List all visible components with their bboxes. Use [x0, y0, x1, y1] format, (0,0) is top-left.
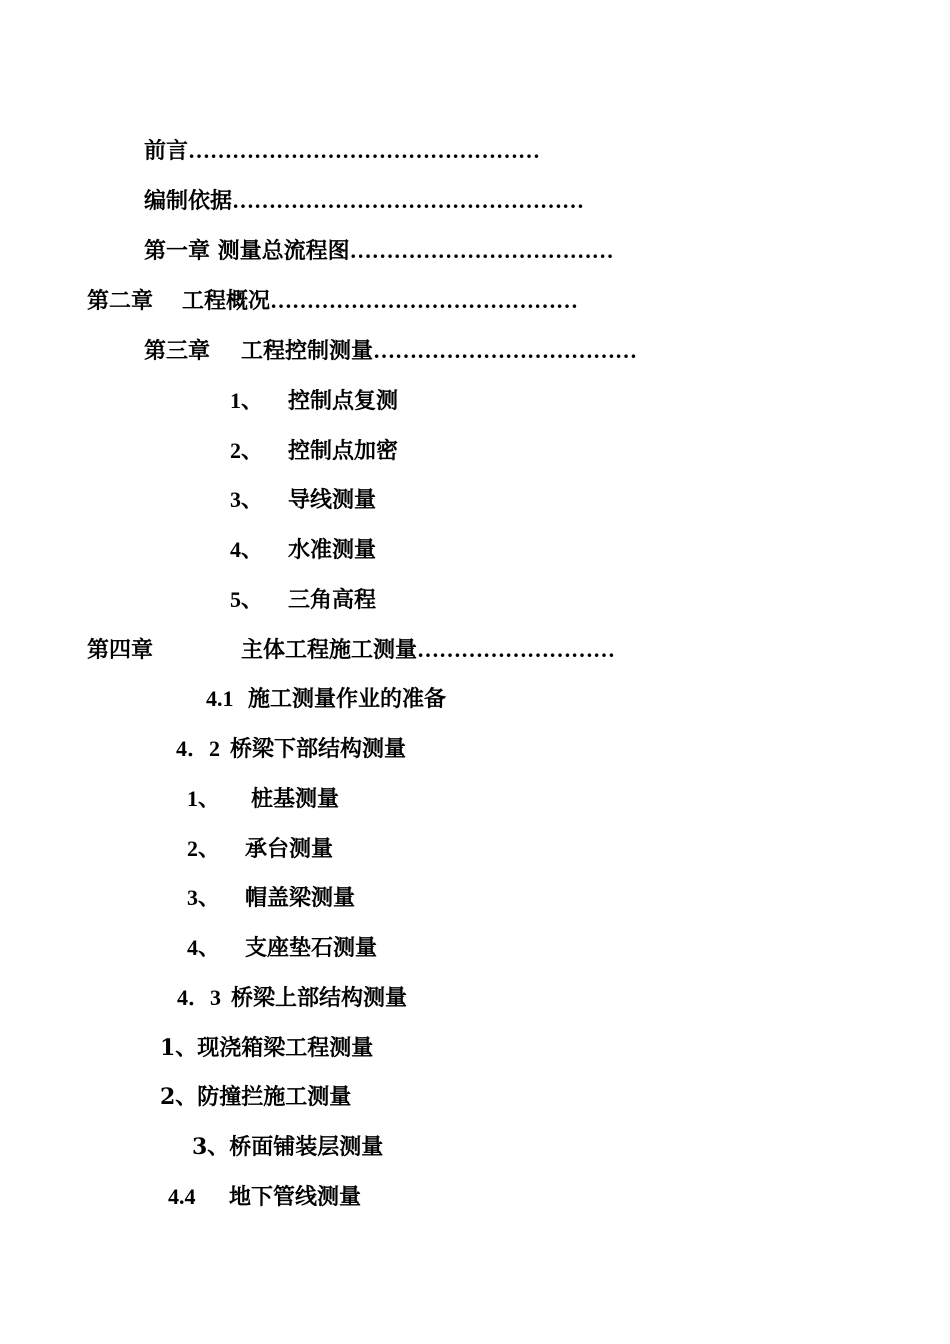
toc-item-text: 1、现浇箱梁工程测量: [160, 1035, 374, 1061]
toc-item-label: 导线测量: [288, 487, 377, 513]
toc-item-number: 4、: [230, 537, 264, 562]
toc-title: 工程控制测量: [241, 338, 374, 364]
toc-leader-dots: ………………………: [417, 637, 616, 662]
toc-section-label: 地下管线测量: [229, 1184, 362, 1210]
toc-entry-ch3[interactable]: [144, 338, 637, 364]
toc-section-label: 桥梁下部结构测量: [230, 736, 407, 762]
toc-subitem[interactable]: [160, 1084, 351, 1110]
toc-item-number: 1、: [187, 786, 221, 811]
toc-subitem[interactable]: [230, 388, 398, 414]
toc-chapter: 第四章: [87, 637, 154, 663]
toc-section-label: 施工测量作业的准备: [248, 686, 447, 712]
toc-item-text: 2、防撞拦施工测量: [160, 1084, 352, 1110]
toc-item-number: 5、: [230, 587, 264, 612]
toc-subitem[interactable]: [230, 587, 376, 613]
toc-section-number: 4．3: [177, 985, 222, 1010]
toc-item-number: 4、: [187, 935, 221, 960]
toc-item-text: 3、桥面铺装层测量: [192, 1134, 384, 1160]
toc-section-number: 4．2: [176, 736, 221, 761]
toc-item-label: 控制点加密: [288, 438, 399, 464]
toc-section-number: 4.1: [206, 686, 234, 711]
toc-subitem[interactable]: [187, 786, 339, 812]
toc-subitem[interactable]: [230, 487, 376, 513]
toc-title: 工程概况: [182, 288, 271, 314]
toc-entry-ch1[interactable]: [144, 238, 614, 264]
toc-label: 编制依据: [144, 188, 233, 214]
toc-item-label: 承台测量: [245, 836, 334, 862]
toc-leader-dots: …………………………………………: [188, 138, 541, 163]
toc-leader-dots: ……………………………………: [270, 288, 579, 313]
toc-item-label: 三角高程: [288, 587, 377, 613]
toc-leader-dots: ………………………………: [373, 338, 638, 363]
toc-entry-basis[interactable]: [144, 188, 584, 214]
toc-leader-dots: ………………………………: [349, 238, 614, 263]
toc-subitem[interactable]: [187, 836, 333, 862]
toc-item-label: 桩基测量: [251, 786, 340, 812]
toc-item-label: 控制点复测: [288, 388, 399, 414]
toc-title: 主体工程施工测量: [241, 637, 418, 663]
toc-item-label: 帽盖梁测量: [245, 885, 356, 911]
toc-section-number: 4.4: [168, 1184, 196, 1209]
toc-label: 第一章 测量总流程图: [144, 238, 350, 264]
toc-leader-dots: …………………………………………: [232, 188, 585, 213]
toc-subitem[interactable]: [192, 1134, 383, 1160]
toc-section-4-1[interactable]: [206, 686, 446, 712]
toc-section-4-3[interactable]: [177, 985, 407, 1011]
toc-label: 前言: [144, 138, 189, 164]
toc-item-number: 2、: [187, 836, 221, 861]
toc-section-4-2[interactable]: [176, 736, 406, 762]
toc-chapter: 第三章: [144, 338, 211, 364]
toc-item-number: 2、: [230, 438, 264, 463]
toc-section-4-4[interactable]: [168, 1184, 361, 1210]
toc-item-number: 1、: [230, 388, 264, 413]
toc-item-number: 3、: [230, 487, 264, 512]
toc-subitem[interactable]: [230, 537, 376, 563]
toc-entry-preface[interactable]: [144, 138, 540, 164]
toc-subitem[interactable]: [160, 1035, 373, 1061]
toc-subitem[interactable]: [187, 885, 355, 911]
toc-subitem[interactable]: [187, 935, 377, 961]
toc-item-number: 3、: [187, 885, 221, 910]
toc-entry-ch2[interactable]: [87, 288, 578, 314]
toc-item-label: 支座垫石测量: [245, 935, 378, 961]
toc-entry-ch4[interactable]: [87, 637, 615, 663]
toc-item-label: 水准测量: [288, 537, 377, 563]
toc-section-label: 桥梁上部结构测量: [231, 985, 408, 1011]
toc-chapter: 第二章: [87, 288, 154, 314]
toc-subitem[interactable]: [230, 438, 398, 464]
